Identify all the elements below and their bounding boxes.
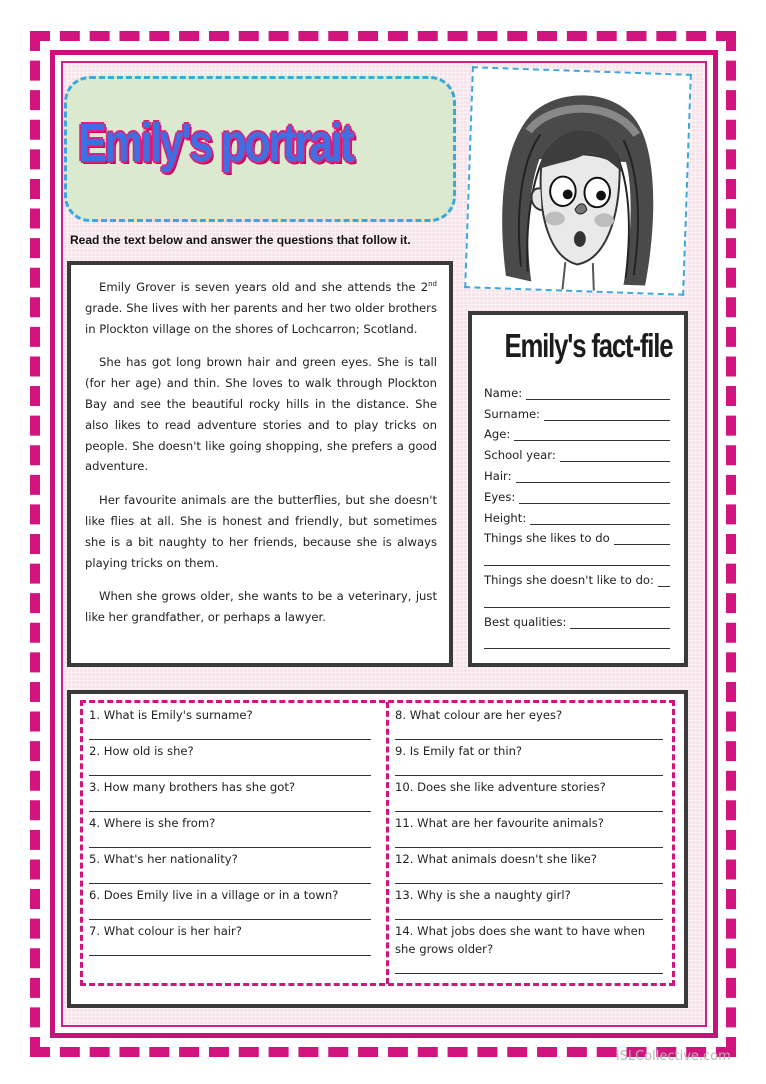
- answer-line[interactable]: [526, 388, 670, 400]
- fact-field-hair[interactable]: Hair:: [484, 462, 670, 483]
- girl-drawing-icon: [466, 68, 689, 293]
- fact-field-likes[interactable]: Things she likes to do: [484, 525, 670, 546]
- questions-right-column: [395, 706, 663, 976]
- instructions: Read the text below and answer the questions that follow it.: [70, 233, 411, 247]
- fact-field-dislikes[interactable]: Things she doesn't like to do:: [484, 566, 670, 587]
- question-text: 4. Where is she from?: [89, 816, 216, 830]
- question-item: [89, 922, 371, 958]
- answer-line[interactable]: [544, 409, 670, 421]
- fact-field-school-year[interactable]: School year:: [484, 441, 670, 462]
- question-text: 11. What are her favourite animals?: [395, 816, 604, 830]
- question-item: [89, 778, 371, 814]
- question-text: 13. Why is she a naughty girl?: [395, 888, 571, 902]
- answer-line[interactable]: [516, 471, 670, 483]
- answer-line[interactable]: [484, 629, 670, 650]
- fact-field-age[interactable]: Age:: [484, 421, 670, 442]
- answer-line[interactable]: [514, 429, 670, 441]
- question-item: [395, 922, 663, 976]
- fact-field-surname[interactable]: Surname:: [484, 400, 670, 421]
- answer-line[interactable]: [89, 724, 371, 740]
- answer-line[interactable]: [570, 617, 670, 629]
- question-text: 3. How many brothers has she got?: [89, 780, 296, 794]
- question-item: [395, 778, 663, 814]
- answer-line[interactable]: [658, 575, 670, 587]
- question-item: [89, 850, 371, 886]
- answer-line[interactable]: [484, 587, 670, 608]
- reading-paragraph-2: She has got long brown hair and green eyes. She is tall (for her age) and thin. She loves to walk through Plockton Bay and see the beautiful rocky hills in the distance. She also likes to read adventure stories and to play tricks on people. She doesn't like going shopping, she prefers a good adventure.: [85, 355, 437, 474]
- fact-field-qualities[interactable]: Best qualities:: [484, 608, 670, 629]
- fact-file-title: Emily's fact-file: [504, 327, 673, 364]
- fact-field-name[interactable]: Name:: [484, 379, 670, 400]
- answer-line[interactable]: [89, 940, 371, 956]
- question-item: [89, 742, 371, 778]
- question-item: [395, 742, 663, 778]
- question-text: 12. What animals doesn't she like?: [395, 852, 597, 866]
- question-text: 6. Does Emily live in a village or in a town?: [89, 888, 339, 902]
- answer-line[interactable]: [395, 760, 663, 776]
- answer-line[interactable]: [89, 796, 371, 812]
- answer-line[interactable]: [395, 868, 663, 884]
- question-text: 5. What's her nationality?: [89, 852, 238, 866]
- answer-line[interactable]: [395, 724, 663, 740]
- question-item: [395, 814, 663, 850]
- answer-line[interactable]: [560, 450, 670, 462]
- questions-divider: [386, 702, 389, 984]
- fact-field-height[interactable]: Height:: [484, 504, 670, 525]
- question-item: [89, 814, 371, 850]
- reading-paragraph-1: Emily Grover is seven years old and she attends the 2nd grade. She lives with her parents and her two older brothers in Plockton village on the shores of Lochcarron; Scotland.: [85, 280, 437, 336]
- fact-field-eyes[interactable]: Eyes:: [484, 483, 670, 504]
- answer-line[interactable]: [395, 958, 663, 974]
- question-text: 1. What is Emily's surname?: [89, 708, 253, 722]
- answer-line[interactable]: [614, 533, 670, 545]
- reading-paragraph-3: Her favourite animals are the butterflies, but she doesn't like flies at all. She is honest and friendly, but sometimes she is a bit naughty to her friends, because she is always playing tricks on them.: [85, 493, 437, 570]
- question-text: 10. Does she like adventure stories?: [395, 780, 606, 794]
- questions-left-column: [89, 706, 371, 958]
- answer-line[interactable]: [89, 868, 371, 884]
- emily-portrait-image: [464, 66, 692, 296]
- answer-line[interactable]: [395, 832, 663, 848]
- question-item: [395, 706, 663, 742]
- question-text: 9. Is Emily fat or thin?: [395, 744, 523, 758]
- reading-paragraph-4: When she grows older, she wants to be a veterinary, just like her grandfather, or perhaps a lawyer.: [85, 589, 437, 625]
- watermark: iSLCollective.com: [616, 1049, 731, 1064]
- fact-file: [468, 311, 688, 667]
- answer-line[interactable]: [89, 760, 371, 776]
- question-text: 2. How old is she?: [89, 744, 194, 758]
- question-item: [395, 886, 663, 922]
- reading-text: [67, 261, 453, 667]
- question-item: [395, 850, 663, 886]
- question-item: [89, 886, 371, 922]
- question-item: [89, 706, 371, 742]
- answer-line[interactable]: [89, 904, 371, 920]
- answer-line[interactable]: [395, 904, 663, 920]
- answer-line[interactable]: [484, 545, 670, 566]
- answer-line[interactable]: [519, 492, 670, 504]
- answer-line[interactable]: [89, 832, 371, 848]
- question-text: 8. What colour are her eyes?: [395, 708, 563, 722]
- question-text: 14. What jobs does she want to have when she grows older?: [395, 924, 646, 956]
- answer-line[interactable]: [395, 796, 663, 812]
- answer-line[interactable]: [530, 513, 670, 525]
- page-title: Emily's portrait: [78, 113, 353, 173]
- question-text: 7. What colour is her hair?: [89, 924, 242, 938]
